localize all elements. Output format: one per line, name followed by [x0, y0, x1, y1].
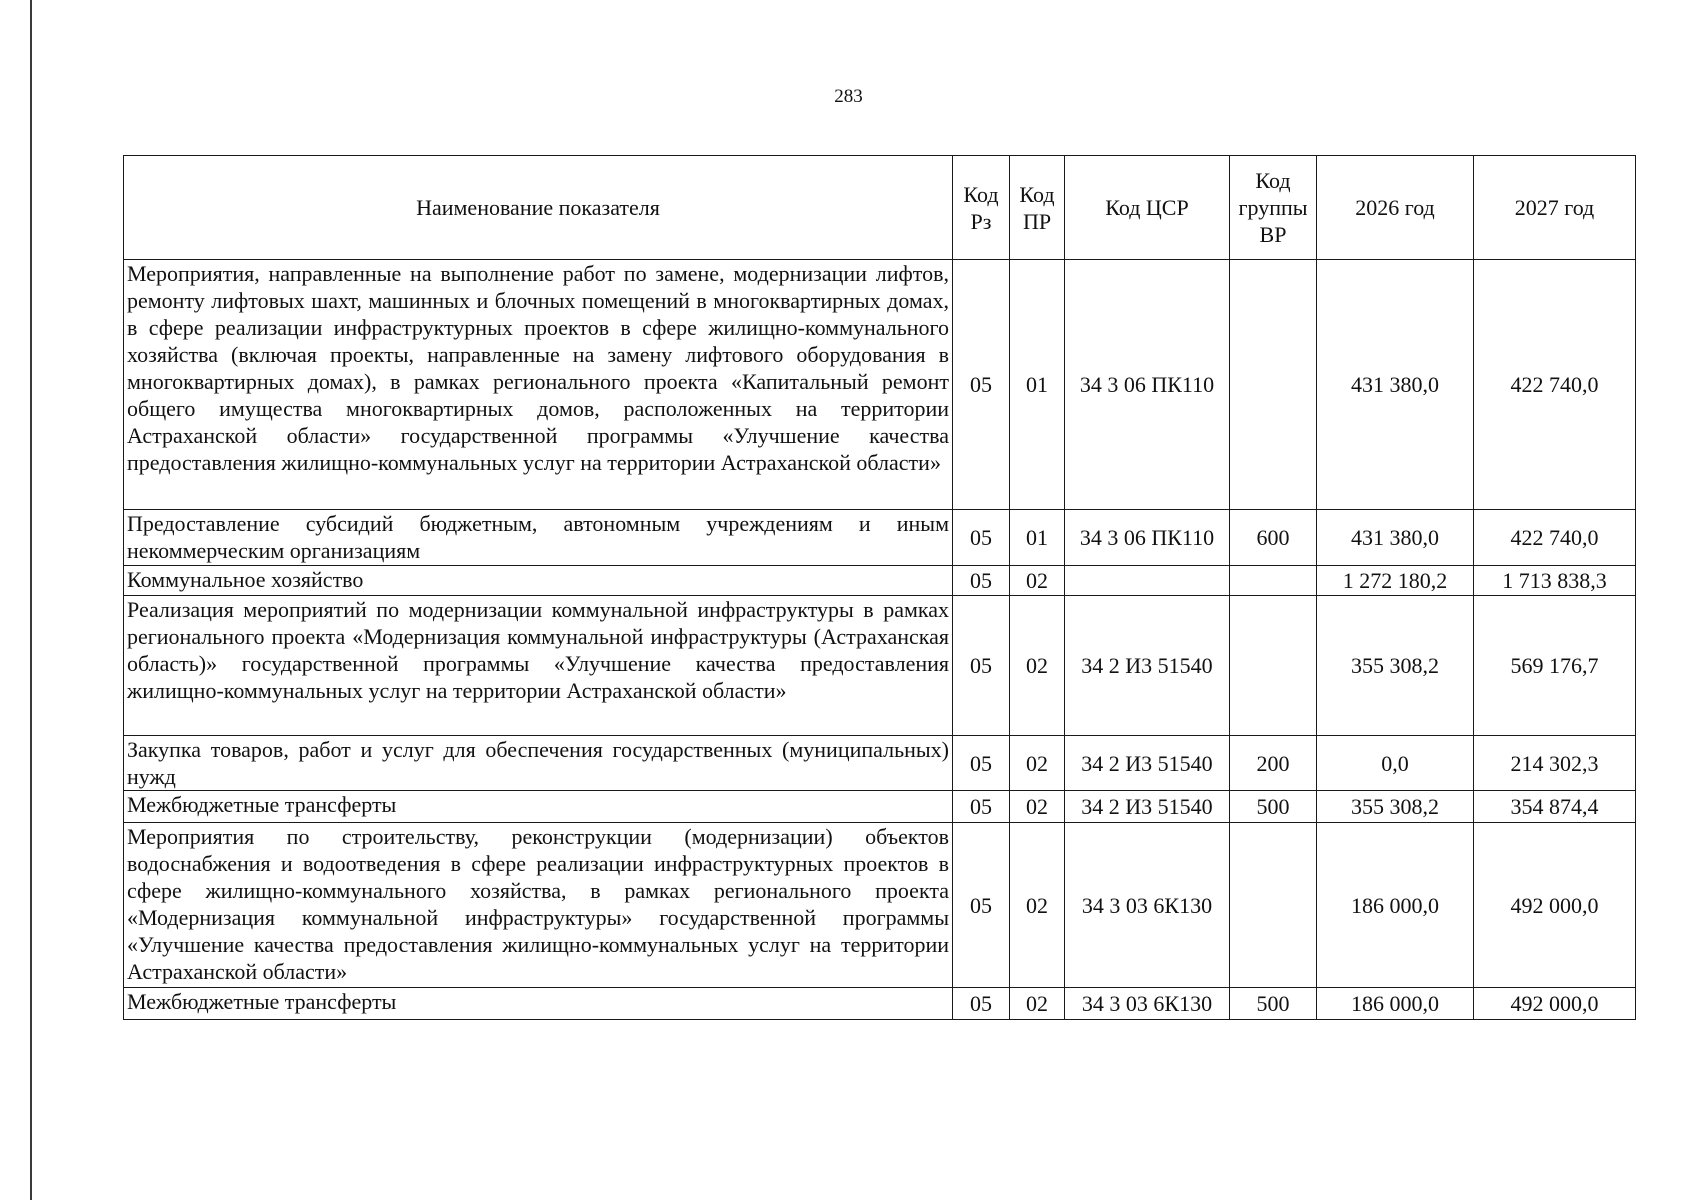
cell-pr: 02: [1010, 736, 1065, 791]
cell-name: Реализация мероприятий по модернизации коммунальной инфраструктуры в рамках регионального проекта «Модернизация коммунальной инфраструктуры (Астраханская область)» государственной программы «Улучшение качества предоставления жилищно-коммунальных услуг на территории Астраханской области»: [124, 596, 953, 736]
cell-pr: 02: [1010, 566, 1065, 596]
cell-name: Мероприятия, направленные на выполнение работ по замене, модернизации лифтов, ремонту лифтовых шахт, машинных и блочных помещений в многоквартирных домах, в сфере реализации инфраструктурных проектов в сфере жилищно-коммунального хозяйства (включая проекты, направленные на замену лифтового оборудования в многоквартирных домах), в рамках регионального проекта «Капитальный ремонт общего имущества многоквартирных домов, расположенных на территории Астраханской области» государственной программы «Улучшение качества предоставления жилищно-коммунальных услуг на территории Астраханской области»: [124, 260, 953, 510]
header-2027: 2027 год: [1474, 156, 1636, 260]
cell-2027: 492 000,0: [1474, 823, 1636, 988]
header-rz: Код Рз: [953, 156, 1010, 260]
page-number: 283: [834, 86, 863, 107]
cell-pr: 02: [1010, 791, 1065, 823]
cell-2027: 354 874,4: [1474, 791, 1636, 823]
cell-2026: 431 380,0: [1317, 510, 1474, 566]
cell-csr: 34 3 06 ПК110: [1065, 260, 1230, 510]
header-pr: Код ПР: [1010, 156, 1065, 260]
cell-csr: 34 3 06 ПК110: [1065, 510, 1230, 566]
cell-name: Межбюджетные трансферты: [124, 791, 953, 823]
page-binding-edge: [30, 0, 32, 1200]
cell-vr: 200: [1230, 736, 1317, 791]
table-row: [124, 510, 1636, 566]
cell-2027: 1 713 838,3: [1474, 566, 1636, 596]
cell-vr: [1230, 260, 1317, 510]
header-name: Наименование показателя: [124, 156, 953, 260]
cell-vr: 500: [1230, 791, 1317, 823]
cell-csr: 34 3 03 6К130: [1065, 823, 1230, 988]
table-row: [124, 791, 1636, 823]
table-row: [124, 736, 1636, 791]
cell-csr: 34 2 И3 51540: [1065, 596, 1230, 736]
cell-pr: 01: [1010, 510, 1065, 566]
table-row: [124, 566, 1636, 596]
cell-vr: [1230, 566, 1317, 596]
cell-csr: 34 3 03 6К130: [1065, 988, 1230, 1020]
cell-rz: 05: [953, 260, 1010, 510]
cell-2027: 492 000,0: [1474, 988, 1636, 1020]
cell-rz: 05: [953, 823, 1010, 988]
header-csr: Код ЦСР: [1065, 156, 1230, 260]
cell-rz: 05: [953, 736, 1010, 791]
budget-table: [123, 155, 1636, 1020]
cell-2026: 431 380,0: [1317, 260, 1474, 510]
cell-2027: 214 302,3: [1474, 736, 1636, 791]
table-row: [124, 260, 1636, 510]
table-header-row: [124, 156, 1636, 260]
cell-2027: 422 740,0: [1474, 260, 1636, 510]
cell-csr: 34 2 И3 51540: [1065, 791, 1230, 823]
cell-vr: [1230, 596, 1317, 736]
cell-2026: 186 000,0: [1317, 823, 1474, 988]
cell-name: Мероприятия по строительству, реконструкции (модернизации) объектов водоснабжения и водоотведения в сфере реализации инфраструктурных проектов в сфере жилищно-коммунального хозяйства, в рамках регионального проекта «Модернизация коммунальной инфраструктуры» государственной программы «Улучшение качества предоставления жилищно-коммунальных услуг на территории Астраханской области»: [124, 823, 953, 988]
cell-2026: 0,0: [1317, 736, 1474, 791]
cell-vr: 500: [1230, 988, 1317, 1020]
cell-csr: 34 2 И3 51540: [1065, 736, 1230, 791]
cell-2026: 186 000,0: [1317, 988, 1474, 1020]
cell-pr: 01: [1010, 260, 1065, 510]
cell-rz: 05: [953, 566, 1010, 596]
cell-name: Предоставление субсидий бюджетным, автономным учреждениям и иным некоммерческим организациям: [124, 510, 953, 566]
cell-name: Закупка товаров, работ и услуг для обеспечения государственных (муниципальных) нужд: [124, 736, 953, 791]
cell-name: Коммунальное хозяйство: [124, 566, 953, 596]
cell-rz: 05: [953, 510, 1010, 566]
cell-rz: 05: [953, 596, 1010, 736]
cell-2026: 355 308,2: [1317, 791, 1474, 823]
table-row: [124, 596, 1636, 736]
table-row: [124, 823, 1636, 988]
cell-pr: 02: [1010, 596, 1065, 736]
cell-2026: 1 272 180,2: [1317, 566, 1474, 596]
cell-pr: 02: [1010, 823, 1065, 988]
cell-rz: 05: [953, 988, 1010, 1020]
cell-csr: [1065, 566, 1230, 596]
cell-2026: 355 308,2: [1317, 596, 1474, 736]
cell-name: Межбюджетные трансферты: [124, 988, 953, 1020]
cell-vr: [1230, 823, 1317, 988]
header-vr: Код группы ВР: [1230, 156, 1317, 260]
cell-vr: 600: [1230, 510, 1317, 566]
cell-2027: 569 176,7: [1474, 596, 1636, 736]
header-2026: 2026 год: [1317, 156, 1474, 260]
cell-2027: 422 740,0: [1474, 510, 1636, 566]
cell-rz: 05: [953, 791, 1010, 823]
cell-pr: 02: [1010, 988, 1065, 1020]
table-row: [124, 988, 1636, 1020]
